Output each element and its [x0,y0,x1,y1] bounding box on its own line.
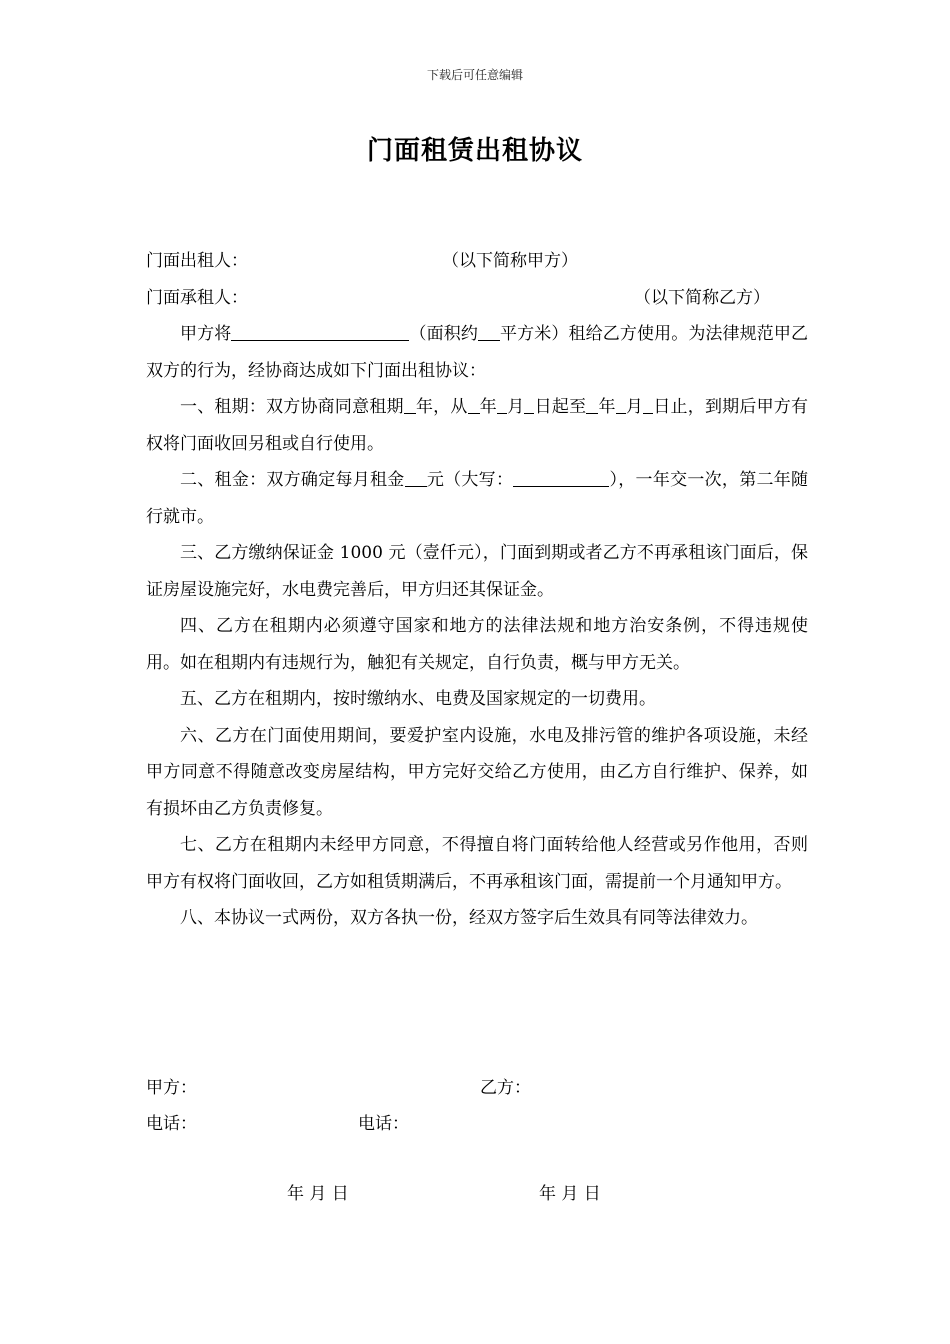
term-years-blank [404,395,416,414]
address-blank [231,322,409,341]
clause1-text-h: 日止，到期后甲方有权将门面收回另租或自行使用。 [146,397,809,454]
clause-4: 四、乙方在租期内必须遵守国家和地方的法律法规和地方治安条例，不得违规使用。如在租期内有违规行为，触犯有关规定，自行负责，概与甲方无关。 [146,616,808,673]
start-day-blank [524,395,534,414]
party-row [146,1073,808,1109]
clause-2 [146,462,808,535]
intro-paragraph [146,316,808,389]
date-a: 年 月 日 [287,1184,349,1204]
lessee-line [146,280,808,317]
lessee-abbr: （以下简称乙方） [634,287,770,308]
clause1-text-c: 年 [479,397,498,417]
header-note: 下载后可任意编辑 [426,68,523,82]
rent-amount-blank [405,468,427,487]
start-year-blank [468,395,480,414]
lessor-abbr: （以下简称甲方） [442,251,578,271]
clause1-text-f: 年 [598,397,616,417]
clause1-text-d: 月 [507,397,525,417]
clause-5: 五、乙方在租期内，按时缴纳水、电费及国家规定的一切费用。 [180,689,656,709]
signature-block [146,1073,808,1215]
lessor-line [146,243,808,280]
end-day-blank [643,395,653,414]
clause-7: 七、乙方在租期内未经甲方同意，不得擅自将门面转给他人经营或另作他用，否则甲方有权将门面收回，乙方如租赁期满后，不再承租该门面，需提前一个月通知甲方。 [146,835,808,892]
date-row [146,1179,808,1215]
end-year-blank [586,395,598,414]
party-a-label: 甲方： [146,1078,197,1098]
phone-row [146,1109,808,1145]
phone-b-label: 电话： [358,1114,409,1134]
clause1-text-a: 一、租期：双方协商同意租期 [180,397,404,417]
clause1-text-b: 年，从 [415,397,468,417]
intro-text-3: 平方米）租给乙方使用。为法律规范甲乙双方的行为，经协商达成如下门面出租协议： [146,324,809,381]
clause2-text-c: ），一年交一次，第二年随行就市。 [146,470,809,527]
date-b: 年 月 日 [539,1184,601,1204]
clause1-text-e: 日起至 [534,397,587,417]
document-title: 门面租赁出租协议 [366,136,583,166]
area-blank [478,322,500,341]
clause2-text-a: 二、租金：双方确定每月租金 [180,470,405,490]
start-month-blank [497,395,507,414]
clause-8: 八、本协议一式两份，双方各执一份，经双方签字后生效具有同等法律效力。 [180,908,758,928]
clause-3: 三、乙方缴纳保证金 1000 元（壹仟元），门面到期或者乙方不再承租该门面后，保证房屋设施完好，水电费完善后，甲方归还其保证金。 [146,543,808,600]
rent-words-blank [513,468,609,487]
clause-6: 六、乙方在门面使用期间，要爱护室内设施，水电及排污管的维护各项设施，未经甲方同意不得随意改变房屋结构，甲方完好交给乙方使用，由乙方自行维护、保养，如有损坏由乙方负责修复。 [146,725,808,819]
lessee-label: 门面承租人： [146,287,248,308]
clause1-text-g: 月 [625,397,644,417]
party-b-label: 乙方： [480,1078,531,1098]
end-month-blank [616,395,626,414]
agreement-body [146,243,808,937]
clause2-text-b: 元（大写： [426,470,514,490]
intro-text-1: 甲方将 [180,324,232,344]
clause-1 [146,389,808,462]
phone-a-label: 电话： [146,1114,197,1134]
intro-text-2: （面积约 [409,324,478,344]
lessor-label: 门面出租人： [146,251,248,271]
